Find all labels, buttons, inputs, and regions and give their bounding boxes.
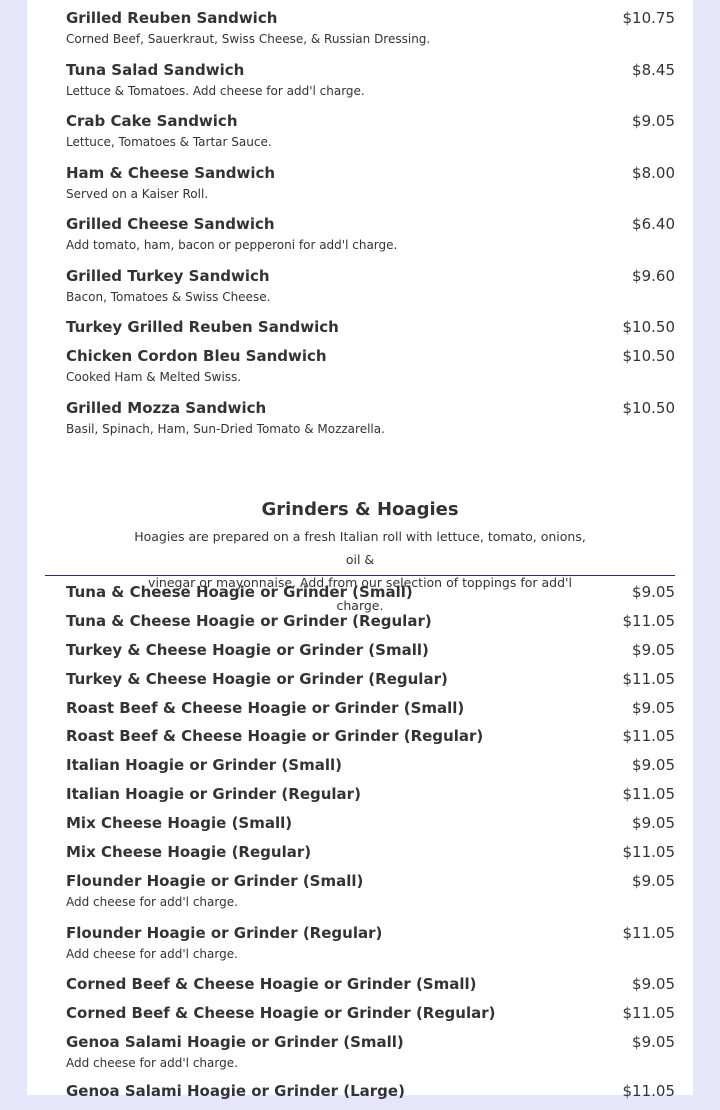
item-name: Grilled Reuben Sandwich <box>66 9 278 27</box>
item-description: Bacon, Tomatoes & Swiss Cheese. <box>66 289 271 304</box>
item-price: $10.50 <box>622 318 675 336</box>
item-name: Turkey Grilled Reuben Sandwich <box>66 318 339 336</box>
item-price: $9.05 <box>632 640 675 659</box>
menu-item <box>66 215 675 267</box>
item-price: $9.05 <box>632 583 675 601</box>
item-name: Mix Cheese Hoagie (Small) <box>66 814 293 833</box>
item-price: $11.05 <box>622 1081 675 1100</box>
item-name: Corned Beef & Cheese Hoagie or Grinder (Regular) <box>66 1004 496 1023</box>
menu-item <box>66 785 675 814</box>
menu-item <box>66 612 675 641</box>
item-price: $9.05 <box>632 698 675 717</box>
item-description: Add cheese for add'l charge. <box>66 894 238 909</box>
item-name: Roast Beef & Cheese Hoagie or Grinder (Small) <box>66 698 465 717</box>
menu-item <box>66 583 675 612</box>
item-price: $10.75 <box>622 9 675 27</box>
item-name: Flounder Hoagie or Grinder (Regular) <box>66 923 383 942</box>
item-price: $6.40 <box>632 215 675 233</box>
item-name: Tuna & Cheese Hoagie or Grinder (Small) <box>66 583 413 601</box>
item-price: $8.45 <box>632 60 675 79</box>
item-description: Add cheese for add'l charge. <box>66 1056 238 1071</box>
item-name: Turkey & Cheese Hoagie or Grinder (Regular) <box>66 669 448 688</box>
section-description-line: vinegar or mayonnaise. Add from our selection of toppings for add'l charge. <box>148 575 572 613</box>
menu-item <box>66 727 675 756</box>
menu-item <box>66 670 675 699</box>
item-price: $9.05 <box>632 814 675 833</box>
menu-item <box>66 756 675 785</box>
menu-item <box>66 318 675 347</box>
item-name: Genoa Salami Hoagie or Grinder (Small) <box>66 1033 404 1052</box>
menu-item <box>66 347 675 399</box>
menu-item <box>66 975 675 1004</box>
item-name: Tuna & Cheese Hoagie or Grinder (Regular) <box>66 611 432 630</box>
menu-item <box>66 1082 675 1110</box>
item-name: Ham & Cheese Sandwich <box>66 163 276 182</box>
item-name: Italian Hoagie or Grinder (Regular) <box>66 785 361 804</box>
grinder-list <box>66 583 675 1110</box>
menu-page <box>27 0 693 1100</box>
section-divider <box>45 575 675 576</box>
section-description-line: Hoagies are prepared on a fresh Italian roll with lettuce, tomato, onions, oil & <box>134 529 586 567</box>
menu-item <box>66 1033 675 1082</box>
menu-item <box>66 924 675 976</box>
menu-item <box>66 399 675 451</box>
menu-item <box>66 164 675 216</box>
item-price: $11.05 <box>622 923 675 942</box>
menu-item <box>66 843 675 872</box>
section-title: Grinders & Hoagies <box>261 499 459 520</box>
item-name: Grilled Turkey Sandwich <box>66 266 270 285</box>
item-name: Corned Beef & Cheese Hoagie or Grinder (Small) <box>66 975 477 994</box>
item-price: $9.05 <box>632 756 675 775</box>
menu-item <box>66 641 675 670</box>
item-price: $11.05 <box>622 1004 675 1023</box>
item-price: $11.05 <box>622 611 675 630</box>
item-price: $11.05 <box>622 843 675 862</box>
menu-item <box>66 1004 675 1033</box>
menu-item <box>66 267 675 319</box>
menu-item <box>66 61 675 113</box>
item-name: Grilled Cheese Sandwich <box>66 215 275 233</box>
item-name: Mix Cheese Hoagie (Regular) <box>66 843 312 862</box>
item-name: Grilled Mozza Sandwich <box>66 398 267 417</box>
item-price: $9.05 <box>632 975 675 994</box>
menu-item <box>66 9 675 61</box>
item-price: $9.05 <box>632 871 675 890</box>
item-price: $9.60 <box>632 266 675 285</box>
item-price: $11.05 <box>622 727 675 746</box>
item-description: Corned Beef, Sauerkraut, Swiss Cheese, & Russian Dressing. <box>66 32 431 46</box>
item-name: Roast Beef & Cheese Hoagie or Grinder (Regular) <box>66 727 484 746</box>
item-description: Add cheese for add'l charge. <box>66 946 238 961</box>
item-name: Turkey & Cheese Hoagie or Grinder (Small) <box>66 640 429 659</box>
item-name: Flounder Hoagie or Grinder (Small) <box>66 871 364 890</box>
sandwich-list <box>66 9 675 450</box>
item-name: Italian Hoagie or Grinder (Small) <box>66 756 342 775</box>
item-price: $9.05 <box>632 112 675 130</box>
item-price: $8.00 <box>632 163 675 182</box>
item-name: Chicken Cordon Bleu Sandwich <box>66 347 327 365</box>
item-price: $10.50 <box>622 398 675 417</box>
item-description: Lettuce & Tomatoes. Add cheese for add'l charge. <box>66 83 365 98</box>
item-price: $11.05 <box>622 669 675 688</box>
item-price: $11.05 <box>622 785 675 804</box>
item-name: Genoa Salami Hoagie or Grinder (Large) <box>66 1081 405 1100</box>
menu-item <box>66 872 675 924</box>
menu-item <box>66 112 675 164</box>
item-description: Basil, Spinach, Ham, Sun-Dried Tomato & Mozzarella. <box>66 421 385 436</box>
item-description: Lettuce, Tomatoes & Tartar Sauce. <box>66 135 272 149</box>
item-name: Tuna Salad Sandwich <box>66 60 245 79</box>
item-description: Served on a Kaiser Roll. <box>66 186 209 201</box>
menu-item <box>66 699 675 728</box>
item-description: Add tomato, ham, bacon or pepperoni for add'l charge. <box>66 238 398 252</box>
item-description: Cooked Ham & Melted Swiss. <box>66 370 242 384</box>
item-name: Crab Cake Sandwich <box>66 112 238 130</box>
item-price: $9.05 <box>632 1033 675 1052</box>
menu-item <box>66 814 675 843</box>
item-price: $10.50 <box>622 347 675 365</box>
